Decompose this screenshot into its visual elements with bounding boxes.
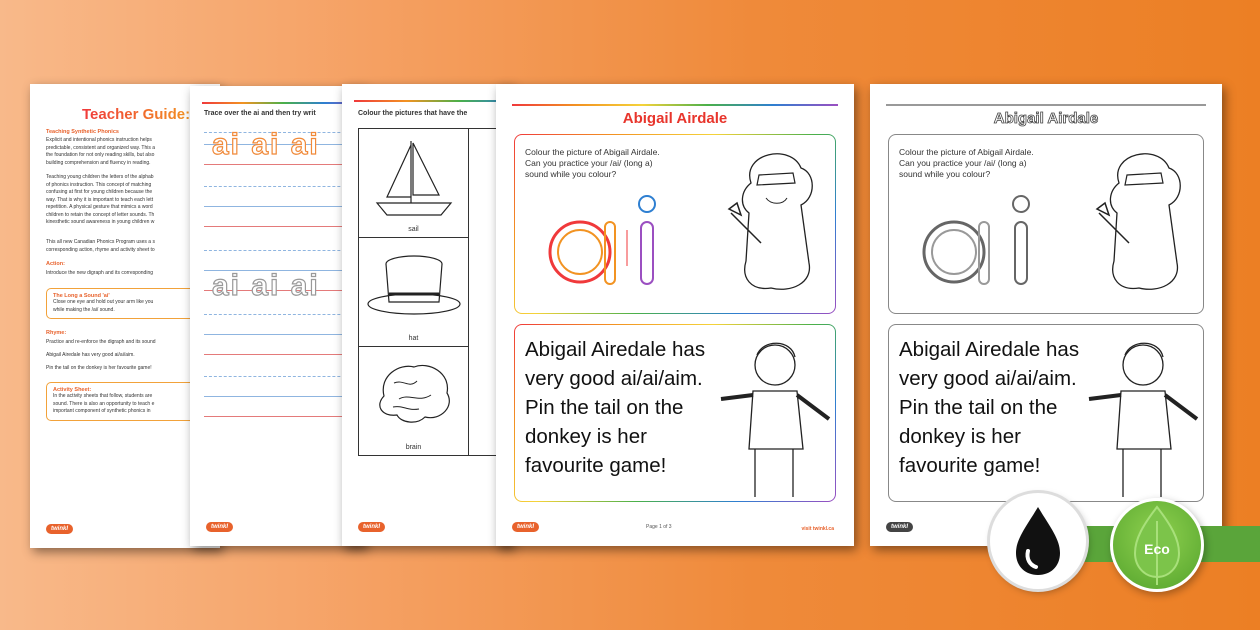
text-line: very good ai/ai/aim. <box>525 367 703 390</box>
colouring-panel <box>514 134 836 314</box>
twinkl-logo: twinkl <box>358 522 385 532</box>
teaching-phonics-heading: Teaching Synthetic Phonics <box>46 129 119 135</box>
text-line: Abigail Airedale has <box>525 338 706 361</box>
text-line: repetition. A physical gesture that mimics a word <box>46 204 153 210</box>
text-line: Colour the picture of Abigail Airdale. <box>899 147 1034 157</box>
text-line: Pin the tail on the <box>525 396 684 419</box>
ink-badge <box>990 493 1086 589</box>
tracing-instruction: Trace over the ai and then try writ <box>204 110 316 117</box>
top-hat-icon <box>359 242 469 332</box>
twinkl-logo: twinkl <box>46 524 73 534</box>
text-line: In the activity sheets that follow, students are <box>53 393 153 399</box>
picture-cell-hat <box>359 238 469 347</box>
twinkl-logo: twinkl <box>206 522 233 532</box>
abigail-airdale-colour-sheet <box>496 84 854 546</box>
ai-letter-tracing-icon <box>535 190 675 300</box>
guide-line <box>204 206 365 207</box>
text-line: Explicit and intentional phonics instruction helps <box>46 137 152 143</box>
text-line: the foundation for not only reading skills, but also <box>46 152 155 158</box>
rainbow-divider <box>512 104 838 106</box>
text-line: very good ai/ai/aim. <box>899 367 1077 390</box>
eco-badge <box>1110 498 1204 592</box>
colour-pictures-sheet <box>342 84 512 546</box>
rainbow-divider <box>202 102 365 104</box>
text-line: donkey is her <box>525 425 647 448</box>
text-line: sound while you colour? <box>899 169 991 179</box>
text-line: favourite game! <box>899 454 1041 477</box>
text-line: Can you practice your /ai/ (long a) <box>899 158 1027 168</box>
text-line: Abigail Airedale has <box>899 338 1080 361</box>
twinkl-logo: twinkl <box>512 522 539 532</box>
text-line: Can you practice your /ai/ (long a) <box>525 158 653 168</box>
text-line: important component of synthetic phonics in <box>53 408 151 414</box>
twinkl-logo: twinkl <box>886 522 913 532</box>
dog-character-icon <box>1089 143 1199 303</box>
text-line: confusing at first for young children because the <box>46 189 153 195</box>
page-number: Page 1 of 3 <box>646 524 672 530</box>
eco-label: Eco <box>1144 541 1170 557</box>
ink-drop-icon <box>990 493 1086 589</box>
picture-label: hat <box>408 335 419 342</box>
worksheet-title: Abigail Airdale <box>622 110 728 127</box>
trace-letters-row-1: ai ai ai <box>212 128 320 161</box>
brain-icon <box>359 351 469 441</box>
guide-line <box>204 186 365 187</box>
trace-letters-row-2: ai ai ai <box>212 269 320 302</box>
action-heading: Action: <box>46 261 65 267</box>
text-line: of phonics instruction. This concept of matching <box>46 181 152 188</box>
colouring-prompt <box>899 147 1034 180</box>
brand-url: visit twinkl.ca <box>801 526 834 532</box>
guide-line <box>204 334 365 335</box>
boy-aiming-icon <box>713 329 833 499</box>
activity-sheet-heading: Activity Sheet: <box>53 387 92 393</box>
rainbow-divider <box>354 100 512 102</box>
picture-grid <box>358 128 512 456</box>
boy-aiming-icon <box>1081 329 1201 499</box>
text-line: while making the /ai/ sound. <box>53 306 115 313</box>
text-line: building comprehension and fluency in reading. <box>46 159 151 166</box>
rhyme-heading: Rhyme: <box>46 330 67 336</box>
text-line: favourite game! <box>525 454 667 477</box>
rhyme-panel <box>514 324 836 502</box>
text-line: Teaching young children the letters of the alphab <box>46 174 154 180</box>
guide-line <box>204 250 365 251</box>
baseline <box>204 164 365 165</box>
rhyme-panel <box>888 324 1204 502</box>
picture-cell-brain <box>359 347 469 456</box>
colouring-prompt <box>525 147 660 180</box>
grey-divider <box>886 104 1206 106</box>
worksheet-title: Abigail Airdale <box>993 110 1099 127</box>
rhyme-text <box>899 335 1079 480</box>
picture-label: brain <box>405 444 422 451</box>
text-line: way. That is why it is important to teach each lett <box>46 196 154 203</box>
guide-line <box>204 396 365 397</box>
guide-line <box>204 376 365 377</box>
teacher-guide-title: Teacher Guide: <box>82 106 191 123</box>
text-line: donkey is her <box>899 425 1021 448</box>
rhyme-line-2: Pin the tail on the donkey is her favourite game! <box>46 365 152 371</box>
guide-line <box>204 314 365 315</box>
text-line: Pin the tail on the <box>899 396 1058 419</box>
rhyme-text: Practice and re-enforce the digraph and its sound <box>46 339 156 345</box>
dog-character-icon <box>721 143 831 303</box>
picture-label: sail <box>408 226 419 233</box>
text-line: Colour the picture of Abigail Airdale. <box>525 147 660 157</box>
text-line: This all new Canadian Phonics Program uses a s <box>46 239 155 245</box>
baseline <box>204 226 365 227</box>
text-line: predictable, consistent and organized way. This a <box>46 144 156 151</box>
text-line: Close one eye and hold out your arm like you <box>53 299 154 305</box>
colouring-panel <box>888 134 1204 314</box>
ai-letter-tracing-icon <box>909 190 1049 300</box>
text-line: children to retain the concept of letter sounds. Th <box>46 211 155 218</box>
text-line: kinesthetic sound awareness in young children w <box>46 219 155 225</box>
sailboat-icon <box>359 133 469 223</box>
text-line: sound. There is also an opportunity to teach e <box>53 400 155 407</box>
baseline <box>204 354 365 355</box>
text-line: sound while you colour? <box>525 169 617 179</box>
baseline <box>204 416 365 417</box>
rhyme-text <box>525 335 705 480</box>
tracing-sheet <box>190 86 365 546</box>
colour-instruction: Colour the pictures that have the <box>358 110 468 117</box>
action-text: Introduce the new digraph and its corresponding <box>46 270 154 276</box>
long-a-heading: The Long a Sound 'ai' <box>53 293 110 299</box>
rhyme-line-1: Abigail Airedale has very good ai/ai/aim. <box>46 352 135 358</box>
abigail-airdale-bw-sheet <box>870 84 1222 546</box>
picture-cell-sail <box>359 129 469 238</box>
text-line: corresponding action, rhyme and activity sheet to <box>46 246 155 253</box>
